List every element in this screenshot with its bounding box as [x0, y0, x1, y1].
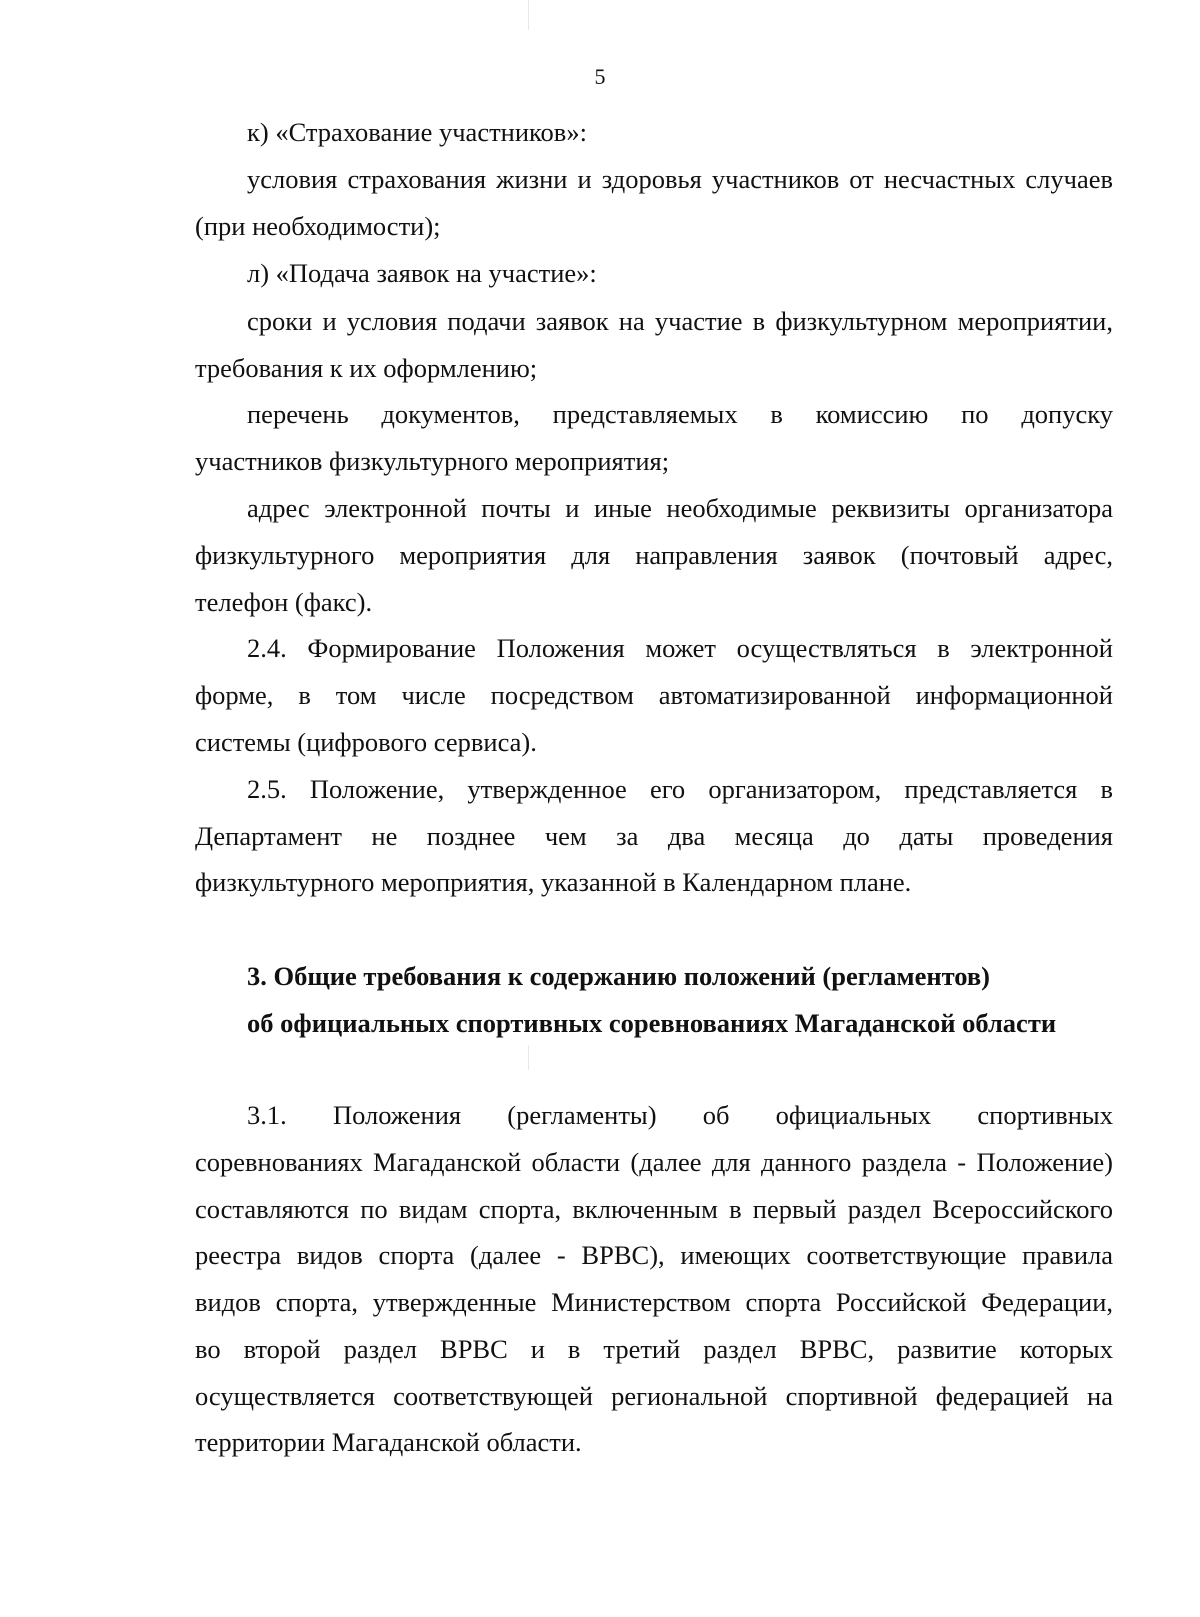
paragraph-line: сроки и условия подачи заявок на участие в физкультурном мероприятии,: [247, 306, 1113, 336]
subsection-k-title: к) «Страхование участников»:: [247, 117, 587, 147]
paragraph-line: системы (цифрового сервиса).: [195, 727, 537, 757]
paragraph-line: форме, в том числе посредством автоматизированной информационной: [195, 680, 1113, 710]
paragraph-line: соревнованиях Магаданской области (далее для данного раздела - Положение): [195, 1147, 1113, 1177]
paragraph-line: 2.4. Формирование Положения может осуществляться в электронной: [247, 633, 1113, 663]
section-heading: 3. Общие требования к содержанию положений (регламентов): [247, 961, 990, 991]
paragraph-line: требования к их оформлению;: [195, 353, 538, 383]
paragraph-line: реестра видов спорта (далее - ВРВС), имеющих соответствующие правила: [195, 1240, 1113, 1270]
paragraph-line: адрес электронной почты и иные необходимые реквизиты организатора: [247, 493, 1113, 523]
paragraph-line: участников физкультурного мероприятия;: [195, 446, 670, 476]
paragraph-line: Департамент не позднее чем за два месяца до даты проведения: [195, 821, 1113, 851]
paragraph-line: телефон (факс).: [195, 587, 373, 617]
scan-artifact: [528, 0, 529, 30]
paragraph-line: во второй раздел ВРВС и в третий раздел ВРВС, развитие которых: [195, 1334, 1113, 1364]
paragraph-line: перечень документов, представляемых в комиссию по допуску: [247, 399, 1113, 429]
paragraph-line: 3.1. Положения (регламенты) об официальных спортивных: [247, 1100, 1113, 1130]
subsection-l-title: л) «Подача заявок на участие»:: [247, 258, 597, 288]
section-heading: об официальных спортивных соревнованиях Магаданской области: [247, 1008, 1057, 1038]
paragraph-line: физкультурного мероприятия, указанной в Календарном плане.: [195, 867, 912, 897]
paragraph-line: (при необходимости);: [195, 211, 441, 241]
paragraph-line: видов спорта, утвержденные Министерством спорта Российской Федерации,: [195, 1287, 1113, 1317]
paragraph-line: физкультурного мероприятия для направления заявок (почтовый адрес,: [195, 540, 1113, 570]
paragraph-line: осуществляется соответствующей региональной спортивной федерацией на: [195, 1381, 1113, 1411]
paragraph-line: территории Магаданской области.: [195, 1427, 582, 1457]
scan-artifact: [528, 1045, 529, 1070]
paragraph-line: 2.5. Положение, утвержденное его организатором, представляется в: [247, 774, 1113, 804]
paragraph-line: составляются по видам спорта, включенным в первый раздел Всероссийского: [195, 1194, 1113, 1224]
paragraph-line: условия страхования жизни и здоровья участников от несчастных случаев: [247, 164, 1113, 194]
page-number: 5: [594, 64, 606, 89]
